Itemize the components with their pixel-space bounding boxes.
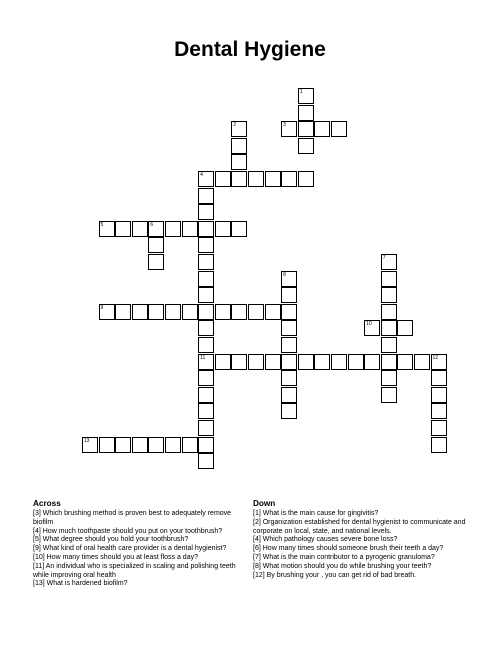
- grid-cell[interactable]: [198, 237, 214, 253]
- grid-cell[interactable]: [381, 370, 397, 386]
- grid-cell[interactable]: [281, 320, 297, 336]
- grid-cell[interactable]: [314, 354, 330, 370]
- grid-cell[interactable]: [381, 304, 397, 320]
- across-clues: [33, 499, 248, 589]
- grid-cell[interactable]: [165, 304, 181, 320]
- grid-cell[interactable]: [215, 171, 231, 187]
- grid-cell[interactable]: [132, 221, 148, 237]
- clue-number: 13: [83, 437, 90, 444]
- grid-cell[interactable]: [198, 171, 214, 187]
- grid-cell[interactable]: [281, 304, 297, 320]
- grid-cell[interactable]: [132, 437, 148, 453]
- clue-number: [6]: [253, 545, 261, 553]
- grid-cell[interactable]: [99, 437, 115, 453]
- grid-cell[interactable]: [82, 437, 98, 453]
- grid-cell[interactable]: [265, 354, 281, 370]
- clue-number: 1: [299, 89, 303, 95]
- grid-cell[interactable]: [431, 403, 447, 419]
- grid-cell[interactable]: [348, 354, 364, 370]
- grid-cell[interactable]: [381, 287, 397, 303]
- grid-cell[interactable]: [198, 370, 214, 386]
- grid-cell[interactable]: [132, 304, 148, 320]
- clue-text: How many times should someone brush their teeth a day?: [260, 545, 444, 553]
- across-clue: [33, 554, 248, 563]
- grid-cell[interactable]: [231, 154, 247, 170]
- clue-text: What kind of oral health care provider is a dental hygienist?: [40, 545, 227, 553]
- grid-cell[interactable]: [198, 304, 214, 320]
- grid-cell[interactable]: [99, 221, 115, 237]
- clue-number: [12]: [253, 571, 265, 579]
- grid-cell[interactable]: [281, 121, 297, 137]
- clue-text: Which brushing method is proven best to adequately remove biofilm: [33, 510, 232, 526]
- grid-cell[interactable]: [381, 387, 397, 403]
- grid-cell[interactable]: [431, 387, 447, 403]
- grid-cell[interactable]: [198, 188, 214, 204]
- across-heading: Across: [33, 499, 61, 508]
- clue-number: 7: [382, 255, 386, 261]
- clue-number: 4: [200, 172, 203, 178]
- grid-cell[interactable]: [198, 221, 214, 237]
- clue-text: An individual who is specialized in scaling and polishing teeth while improving oral health: [33, 562, 236, 579]
- grid-cell[interactable]: [231, 171, 247, 187]
- across-clue: [33, 580, 248, 589]
- clue-number: [10]: [33, 553, 45, 561]
- grid-cell[interactable]: [231, 121, 247, 137]
- grid-cell[interactable]: [198, 387, 214, 403]
- across-clue: [33, 528, 248, 537]
- grid-cell[interactable]: [231, 138, 247, 154]
- grid-cell[interactable]: [381, 337, 397, 353]
- clue-text: What is the main cause for gingivitis?: [260, 510, 379, 517]
- grid-cell[interactable]: [148, 237, 164, 253]
- grid-cell[interactable]: [281, 287, 297, 303]
- grid-cell[interactable]: [148, 437, 164, 453]
- clue-number: 9: [100, 304, 104, 311]
- grid-cell[interactable]: [281, 370, 297, 386]
- grid-cell[interactable]: [281, 387, 297, 403]
- clue-number: 6: [150, 221, 154, 228]
- down-clue: [253, 510, 473, 519]
- clue-number: [3]: [33, 510, 41, 517]
- grid-cell[interactable]: [298, 171, 314, 187]
- grid-cell[interactable]: [331, 354, 347, 370]
- grid-cell[interactable]: [115, 221, 131, 237]
- grid-cell[interactable]: [115, 437, 131, 453]
- grid-cell[interactable]: [231, 304, 247, 320]
- clue-number: [8]: [253, 562, 261, 570]
- grid-cell[interactable]: [331, 121, 347, 137]
- grid-cell[interactable]: [198, 420, 214, 436]
- grid-cell[interactable]: [265, 171, 281, 187]
- clue-number: [9]: [33, 545, 41, 553]
- down-clue: [253, 554, 473, 563]
- across-clue: [33, 536, 248, 545]
- grid-cell[interactable]: [298, 105, 314, 121]
- grid-cell[interactable]: [298, 138, 314, 154]
- clue-number: [5]: [33, 536, 41, 544]
- grid-cell[interactable]: [381, 254, 397, 270]
- grid-cell[interactable]: [281, 271, 297, 287]
- grid-cell[interactable]: [182, 304, 198, 320]
- grid-cell[interactable]: [198, 320, 214, 336]
- grid-cell[interactable]: [198, 437, 214, 453]
- grid-cell[interactable]: [115, 304, 131, 320]
- grid-cell[interactable]: [248, 354, 264, 370]
- grid-cell[interactable]: [397, 320, 413, 336]
- grid-cell[interactable]: [281, 403, 297, 419]
- across-clue: [33, 510, 248, 528]
- grid-cell[interactable]: [165, 437, 181, 453]
- clue-text: How much toothpaste should you put on your toothbrush?: [40, 527, 223, 535]
- clue-number: [13]: [33, 580, 45, 588]
- down-clue: [253, 519, 473, 537]
- down-clue: [253, 572, 473, 581]
- clue-text: By brushing your , you can get rid of bad breath.: [264, 571, 417, 579]
- grid-cell[interactable]: [431, 354, 447, 370]
- grid-cell[interactable]: [148, 221, 164, 237]
- grid-cell[interactable]: [231, 221, 247, 237]
- grid-cell[interactable]: [248, 171, 264, 187]
- grid-cell[interactable]: [215, 354, 231, 370]
- grid-cell[interactable]: [198, 271, 214, 287]
- grid-cell[interactable]: [298, 88, 314, 104]
- grid-cell[interactable]: [148, 254, 164, 270]
- clue-number: [4]: [253, 536, 261, 544]
- down-clue: [253, 563, 473, 572]
- grid-cell[interactable]: [381, 320, 397, 336]
- grid-cell[interactable]: [364, 354, 380, 370]
- grid-cell[interactable]: [148, 304, 164, 320]
- grid-cell[interactable]: [231, 354, 247, 370]
- clue-text: What is hardened biofilm?: [44, 580, 128, 588]
- clue-text: What degree should you hold your toothbrush?: [40, 536, 189, 544]
- grid-cell[interactable]: [431, 437, 447, 453]
- grid-cell[interactable]: [265, 304, 281, 320]
- grid-cell[interactable]: [198, 204, 214, 220]
- grid-cell[interactable]: [281, 354, 297, 370]
- grid-cell[interactable]: [215, 304, 231, 320]
- grid-cell[interactable]: [182, 437, 198, 453]
- grid-cell[interactable]: [198, 287, 214, 303]
- clue-number: [4]: [33, 527, 41, 535]
- grid-cell[interactable]: [281, 171, 297, 187]
- grid-cell[interactable]: [298, 354, 314, 370]
- clue-number: 11: [200, 354, 206, 361]
- clue-number: 8: [283, 271, 286, 278]
- grid-cell[interactable]: [248, 304, 264, 320]
- grid-cell[interactable]: [314, 121, 330, 137]
- grid-cell[interactable]: [364, 320, 380, 336]
- across-clue: [33, 545, 248, 554]
- grid-cell[interactable]: [414, 354, 430, 370]
- down-clue: [253, 545, 473, 554]
- clue-number: 2: [233, 122, 237, 129]
- grid-cell[interactable]: [381, 271, 397, 287]
- clue-number: [7]: [253, 553, 261, 561]
- grid-cell[interactable]: [165, 221, 181, 237]
- clue-number: [1]: [253, 510, 261, 517]
- grid-cell[interactable]: [198, 254, 214, 270]
- clue-number: [2]: [253, 518, 261, 526]
- clue-text: What is the main contributor to a pyrogenic granuloma?: [260, 553, 435, 561]
- clue-number: 3: [283, 122, 286, 129]
- clue-number: 10: [366, 321, 372, 328]
- grid-cell[interactable]: [198, 337, 214, 353]
- down-clue: [253, 536, 473, 545]
- across-clue: [33, 563, 248, 581]
- puzzle-title: Dental Hygiene: [174, 38, 326, 61]
- grid-cell[interactable]: [381, 354, 397, 370]
- grid-cell[interactable]: [281, 337, 297, 353]
- clue-number: [11]: [33, 562, 45, 570]
- grid-cell[interactable]: [397, 354, 413, 370]
- grid-cell[interactable]: [198, 403, 214, 419]
- grid-cell[interactable]: [182, 221, 198, 237]
- down-clues: [253, 499, 473, 580]
- grid-cell[interactable]: [215, 221, 231, 237]
- grid-cell[interactable]: [99, 304, 115, 320]
- grid-cell[interactable]: [198, 354, 214, 370]
- clue-text: Organization established for dental hygienist to communicate and corporate on local, state, and national levels.: [253, 518, 466, 535]
- down-heading: Down: [253, 499, 276, 508]
- clue-number: 5: [100, 221, 104, 228]
- clue-text: Which pathology causes severe bone loss?: [260, 536, 398, 544]
- grid-cell[interactable]: [431, 370, 447, 386]
- grid-cell[interactable]: [298, 121, 314, 137]
- grid-cell[interactable]: [198, 453, 214, 469]
- clue-number: 12: [432, 354, 439, 361]
- clue-text: What motion should you do while brushing your teeth?: [260, 562, 432, 570]
- clue-text: How many times should you at least floss a day?: [44, 553, 198, 561]
- grid-cell[interactable]: [431, 420, 447, 436]
